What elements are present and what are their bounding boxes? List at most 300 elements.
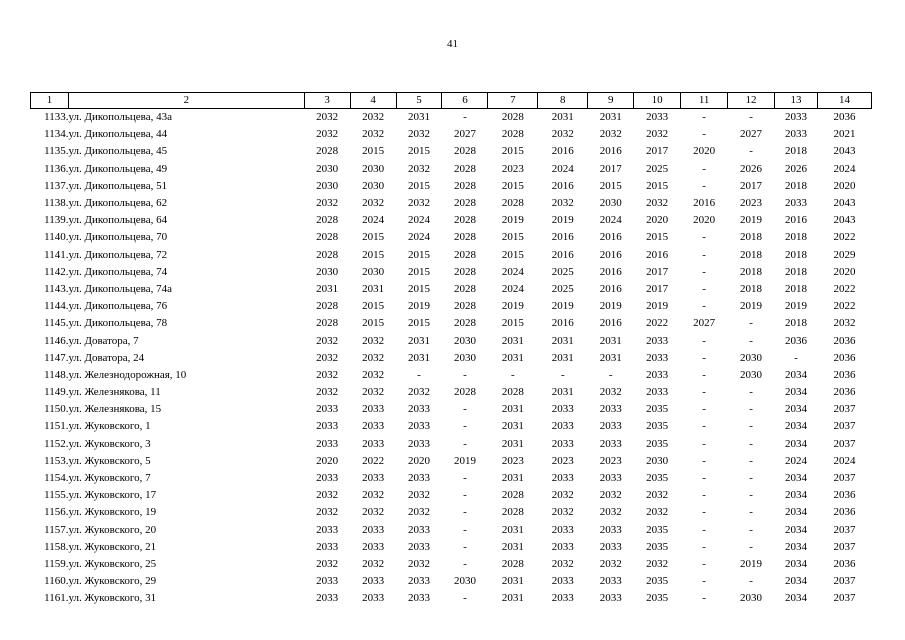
year-cell: 2015 bbox=[362, 231, 385, 244]
year-cell: 2017 bbox=[599, 162, 622, 175]
row-number-cell: 1145. bbox=[44, 317, 69, 330]
table-body bbox=[31, 109, 872, 608]
year-cell: 2032 bbox=[408, 489, 431, 502]
address-cell: ул. Доватора, 24 bbox=[68, 351, 145, 364]
table-row bbox=[31, 470, 872, 487]
year-cell: 2015 bbox=[408, 179, 431, 192]
year-cell: 2024 bbox=[408, 231, 431, 244]
table-row bbox=[31, 332, 872, 349]
year-cell: 2033 bbox=[408, 420, 431, 433]
address-cell: ул. Жуковского, 21 bbox=[68, 540, 157, 553]
year-cell: 2022 bbox=[833, 300, 856, 313]
row-number-cell: 1146. bbox=[44, 334, 69, 347]
column-header: 13 bbox=[775, 93, 818, 109]
address-cell: ул. Железнякова, 11 bbox=[68, 386, 161, 399]
year-cell: - bbox=[463, 523, 467, 536]
row-number-cell: 1134. bbox=[44, 128, 69, 141]
column-header: 2 bbox=[68, 93, 304, 109]
year-cell: 2037 bbox=[833, 420, 856, 433]
year-cell: 2030 bbox=[362, 179, 385, 192]
year-cell: 2031 bbox=[501, 334, 524, 347]
year-cell: 2030 bbox=[599, 197, 622, 210]
year-cell: - bbox=[749, 454, 753, 467]
year-cell: - bbox=[749, 403, 753, 416]
year-cell: 2037 bbox=[833, 575, 856, 588]
year-cell: - bbox=[463, 111, 467, 124]
year-cell: 2022 bbox=[646, 317, 669, 330]
year-cell: 2031 bbox=[501, 523, 524, 536]
year-cell: 2032 bbox=[551, 197, 574, 210]
year-cell: - bbox=[463, 592, 467, 605]
year-cell: 2032 bbox=[316, 368, 339, 381]
year-cell: - bbox=[749, 472, 753, 485]
year-cell: 2016 bbox=[693, 197, 716, 210]
year-cell: 2032 bbox=[316, 334, 339, 347]
year-cell: 2031 bbox=[501, 592, 524, 605]
year-cell: 2032 bbox=[551, 557, 574, 570]
year-cell: 2034 bbox=[784, 420, 807, 433]
year-cell: 2027 bbox=[453, 128, 476, 141]
year-cell: - bbox=[463, 437, 467, 450]
year-cell: 2018 bbox=[784, 231, 807, 244]
year-cell: 2033 bbox=[408, 472, 431, 485]
table-row bbox=[31, 573, 872, 590]
year-cell: 2032 bbox=[646, 489, 669, 502]
year-cell: 2031 bbox=[501, 403, 524, 416]
year-cell: 2032 bbox=[362, 197, 385, 210]
year-cell: 2032 bbox=[362, 128, 385, 141]
year-cell: 2028 bbox=[501, 506, 524, 519]
year-cell: 2033 bbox=[316, 437, 339, 450]
year-cell: 2024 bbox=[362, 214, 385, 227]
year-cell: 2022 bbox=[362, 454, 385, 467]
year-cell: 2033 bbox=[551, 472, 574, 485]
year-cell: 2033 bbox=[599, 420, 622, 433]
table-row bbox=[31, 143, 872, 160]
year-cell: 2028 bbox=[501, 489, 524, 502]
year-cell: - bbox=[608, 368, 613, 381]
row-number-cell: 1139. bbox=[44, 214, 69, 227]
year-cell: 2032 bbox=[362, 368, 385, 381]
year-cell: 2033 bbox=[362, 523, 385, 536]
year-cell: 2034 bbox=[784, 472, 807, 485]
row-number-cell: 1157. bbox=[44, 523, 69, 536]
year-cell: 2031 bbox=[501, 351, 524, 364]
year-cell: 2033 bbox=[362, 403, 385, 416]
year-cell: 2015 bbox=[646, 231, 669, 244]
year-cell: 2037 bbox=[833, 523, 856, 536]
year-cell: 2028 bbox=[453, 179, 476, 192]
year-cell: 2033 bbox=[646, 351, 669, 364]
year-cell: 2018 bbox=[784, 248, 807, 261]
year-cell: 2032 bbox=[599, 557, 622, 570]
year-cell: 2032 bbox=[599, 128, 622, 141]
year-cell: 2028 bbox=[453, 248, 476, 261]
year-cell: 2031 bbox=[408, 351, 431, 364]
year-cell: 2028 bbox=[453, 231, 476, 244]
row-number-cell: 1159. bbox=[44, 557, 69, 570]
year-cell: 2023 bbox=[551, 454, 574, 467]
year-cell: 2033 bbox=[551, 437, 574, 450]
year-cell: 2016 bbox=[551, 248, 574, 261]
address-cell: ул. Жуковского, 25 bbox=[68, 557, 157, 570]
year-cell: 2037 bbox=[833, 403, 856, 416]
row-number-cell: 1147. bbox=[44, 351, 69, 364]
year-cell: - bbox=[463, 557, 467, 570]
year-cell: 2033 bbox=[408, 523, 431, 536]
register-table bbox=[30, 92, 872, 607]
year-cell: - bbox=[702, 557, 706, 570]
year-cell: 2032 bbox=[646, 506, 669, 519]
year-cell: 2015 bbox=[408, 145, 431, 158]
table-row bbox=[31, 264, 872, 281]
year-cell: 2033 bbox=[551, 420, 574, 433]
year-cell: - bbox=[702, 282, 706, 295]
table-row bbox=[31, 487, 872, 504]
year-cell: 2025 bbox=[646, 162, 669, 175]
year-cell: 2033 bbox=[599, 472, 622, 485]
year-cell: 2028 bbox=[453, 317, 476, 330]
year-cell: - bbox=[749, 575, 753, 588]
year-cell: 2028 bbox=[316, 300, 339, 313]
year-cell: 2015 bbox=[408, 282, 431, 295]
year-cell: 2033 bbox=[362, 540, 385, 553]
year-cell: 2033 bbox=[362, 472, 385, 485]
year-cell: 2028 bbox=[501, 111, 524, 124]
year-cell: 2032 bbox=[316, 351, 339, 364]
year-cell: 2033 bbox=[551, 523, 574, 536]
year-cell: 2024 bbox=[784, 454, 807, 467]
year-cell: 2017 bbox=[646, 145, 669, 158]
address-cell: ул. Дикопольцева, 70 bbox=[68, 231, 168, 244]
year-cell: 2034 bbox=[784, 489, 807, 502]
year-cell: 2031 bbox=[408, 334, 431, 347]
column-header: 3 bbox=[304, 93, 350, 109]
year-cell: 2024 bbox=[551, 162, 574, 175]
column-header: 7 bbox=[488, 93, 538, 109]
table-row bbox=[31, 212, 872, 229]
row-number-cell: 1133. bbox=[44, 111, 69, 124]
year-cell: 2018 bbox=[784, 282, 807, 295]
address-cell: ул. Дикопольцева, 49 bbox=[68, 162, 168, 175]
row-number-cell: 1156. bbox=[44, 506, 69, 519]
year-cell: - bbox=[702, 489, 706, 502]
year-cell: 2027 bbox=[693, 317, 716, 330]
year-cell: 2036 bbox=[833, 351, 856, 364]
year-cell: 2028 bbox=[501, 128, 524, 141]
year-cell: 2032 bbox=[362, 351, 385, 364]
year-cell: 2033 bbox=[646, 386, 669, 399]
column-header: 8 bbox=[538, 93, 588, 109]
year-cell: 2016 bbox=[599, 282, 622, 295]
table-row bbox=[31, 436, 872, 453]
row-number-cell: 1148. bbox=[44, 368, 69, 381]
row-number-cell: 1136. bbox=[44, 162, 69, 175]
year-cell: 2043 bbox=[833, 214, 856, 227]
year-cell: 2032 bbox=[362, 506, 385, 519]
address-cell: ул. Доватора, 7 bbox=[68, 334, 139, 347]
year-cell: 2032 bbox=[408, 506, 431, 519]
row-number-cell: 1140. bbox=[44, 231, 69, 244]
year-cell: 2033 bbox=[784, 197, 807, 210]
column-header: 6 bbox=[442, 93, 488, 109]
year-cell: 2020 bbox=[646, 214, 669, 227]
year-cell: 2036 bbox=[833, 111, 856, 124]
year-cell: 2034 bbox=[784, 386, 807, 399]
year-cell: - bbox=[702, 111, 706, 124]
year-cell: - bbox=[702, 179, 706, 192]
year-cell: 2033 bbox=[316, 540, 339, 553]
year-cell: 2030 bbox=[316, 162, 339, 175]
year-cell: 2015 bbox=[362, 317, 385, 330]
year-cell: 2028 bbox=[453, 282, 476, 295]
column-header: 9 bbox=[588, 93, 634, 109]
year-cell: 2032 bbox=[551, 128, 574, 141]
year-cell: - bbox=[702, 575, 706, 588]
year-cell: - bbox=[749, 540, 753, 553]
year-cell: 2034 bbox=[784, 575, 807, 588]
year-cell: 2019 bbox=[599, 300, 622, 313]
year-cell: 2017 bbox=[740, 179, 763, 192]
year-cell: - bbox=[702, 128, 706, 141]
address-cell: ул. Дикопольцева, 51 bbox=[68, 179, 168, 192]
year-cell: 2032 bbox=[646, 128, 669, 141]
year-cell: 2033 bbox=[646, 368, 669, 381]
year-cell: 2023 bbox=[501, 454, 524, 467]
column-header: 11 bbox=[681, 93, 728, 109]
year-cell: - bbox=[749, 111, 753, 124]
year-cell: 2033 bbox=[551, 403, 574, 416]
year-cell: 2028 bbox=[316, 145, 339, 158]
year-cell: 2037 bbox=[833, 540, 856, 553]
year-cell: 2018 bbox=[740, 231, 763, 244]
year-cell: 2036 bbox=[784, 334, 807, 347]
year-cell: 2031 bbox=[501, 472, 524, 485]
year-cell: 2015 bbox=[362, 300, 385, 313]
year-cell: - bbox=[463, 540, 467, 553]
table-row bbox=[31, 178, 872, 195]
year-cell: 2032 bbox=[833, 317, 856, 330]
table-row bbox=[31, 504, 872, 521]
row-number-cell: 1155. bbox=[44, 489, 69, 502]
year-cell: 2035 bbox=[646, 523, 669, 536]
year-cell: 2020 bbox=[408, 454, 431, 467]
year-cell: 2033 bbox=[551, 575, 574, 588]
table-row bbox=[31, 539, 872, 556]
column-header: 1 bbox=[31, 93, 69, 109]
row-number-cell: 1135. bbox=[44, 145, 69, 158]
address-cell: ул. Жуковского, 20 bbox=[68, 523, 157, 536]
year-cell: 2019 bbox=[501, 214, 524, 227]
year-cell: 2037 bbox=[833, 437, 856, 450]
year-cell: 2043 bbox=[833, 145, 856, 158]
year-cell: - bbox=[794, 351, 798, 364]
year-cell: 2016 bbox=[599, 145, 622, 158]
year-cell: - bbox=[749, 506, 753, 519]
year-cell: 2032 bbox=[316, 197, 339, 210]
year-cell: 2028 bbox=[453, 162, 476, 175]
year-cell: 2020 bbox=[316, 454, 339, 467]
year-cell: 2043 bbox=[833, 197, 856, 210]
table-row bbox=[31, 401, 872, 418]
year-cell: 2018 bbox=[784, 179, 807, 192]
year-cell: 2033 bbox=[408, 575, 431, 588]
year-cell: 2018 bbox=[740, 282, 763, 295]
year-cell: - bbox=[749, 489, 753, 502]
year-cell: 2026 bbox=[784, 162, 807, 175]
year-cell: 2033 bbox=[408, 437, 431, 450]
year-cell: 2031 bbox=[599, 351, 622, 364]
year-cell: 2035 bbox=[646, 540, 669, 553]
year-cell: 2019 bbox=[551, 214, 574, 227]
year-cell: 2019 bbox=[501, 300, 524, 313]
column-header: 5 bbox=[396, 93, 442, 109]
year-cell: - bbox=[702, 248, 706, 261]
year-cell: 2016 bbox=[646, 248, 669, 261]
address-cell: ул. Дикопольцева, 62 bbox=[68, 197, 168, 210]
table-row bbox=[31, 453, 872, 470]
row-number-cell: 1160. bbox=[44, 575, 69, 588]
year-cell: 2032 bbox=[408, 386, 431, 399]
year-cell: 2032 bbox=[408, 128, 431, 141]
address-cell: ул. Дикопольцева, 45 bbox=[68, 145, 168, 158]
year-cell: 2029 bbox=[833, 248, 856, 261]
table-row bbox=[31, 315, 872, 332]
year-cell: 2028 bbox=[316, 248, 339, 261]
year-cell: - bbox=[749, 420, 753, 433]
year-cell: - bbox=[749, 145, 753, 158]
year-cell: - bbox=[702, 403, 706, 416]
address-cell: ул. Дикопольцева, 43а bbox=[68, 111, 172, 124]
address-cell: ул. Жуковского, 5 bbox=[68, 454, 151, 467]
year-cell: 2033 bbox=[408, 592, 431, 605]
year-cell: 2033 bbox=[316, 575, 339, 588]
year-cell: 2028 bbox=[453, 300, 476, 313]
year-cell: 2033 bbox=[408, 403, 431, 416]
year-cell: 2025 bbox=[551, 265, 574, 278]
year-cell: 2032 bbox=[408, 162, 431, 175]
year-cell: 2016 bbox=[551, 231, 574, 244]
address-cell: ул. Дикопольцева, 74а bbox=[68, 282, 172, 295]
year-cell: - bbox=[702, 592, 706, 605]
year-cell: 2016 bbox=[599, 231, 622, 244]
year-cell: 2032 bbox=[316, 386, 339, 399]
year-cell: 2030 bbox=[740, 368, 763, 381]
year-cell: - bbox=[463, 506, 467, 519]
year-cell: - bbox=[702, 420, 706, 433]
year-cell: 2023 bbox=[501, 162, 524, 175]
address-cell: ул. Дикопольцева, 76 bbox=[68, 300, 168, 313]
year-cell: - bbox=[702, 540, 706, 553]
year-cell: 2033 bbox=[784, 128, 807, 141]
year-cell: 2032 bbox=[646, 557, 669, 570]
year-cell: 2034 bbox=[784, 506, 807, 519]
year-cell: 2028 bbox=[453, 386, 476, 399]
year-cell: - bbox=[702, 523, 706, 536]
table-row bbox=[31, 350, 872, 367]
row-number-cell: 1152. bbox=[44, 437, 69, 450]
year-cell: 2015 bbox=[646, 179, 669, 192]
year-cell: 2034 bbox=[784, 540, 807, 553]
year-cell: 2031 bbox=[551, 334, 574, 347]
year-cell: 2015 bbox=[408, 248, 431, 261]
year-cell: 2033 bbox=[599, 575, 622, 588]
year-cell: - bbox=[560, 368, 565, 381]
address-cell: ул. Дикопольцева, 44 bbox=[68, 128, 168, 141]
page-number: 41 bbox=[447, 38, 458, 50]
year-cell: - bbox=[749, 317, 753, 330]
year-cell: 2033 bbox=[362, 420, 385, 433]
year-cell: 2024 bbox=[833, 162, 856, 175]
year-cell: 2028 bbox=[316, 317, 339, 330]
table-row bbox=[31, 556, 872, 573]
year-cell: 2019 bbox=[551, 300, 574, 313]
row-number-cell: 1138. bbox=[44, 197, 69, 210]
year-cell: 2028 bbox=[316, 214, 339, 227]
year-cell: 2018 bbox=[740, 265, 763, 278]
address-cell: ул. Жуковского, 31 bbox=[68, 592, 157, 605]
address-cell: ул. Жуковского, 7 bbox=[68, 472, 151, 485]
year-cell: - bbox=[417, 368, 421, 381]
year-cell: 2015 bbox=[362, 145, 385, 158]
year-cell: 2032 bbox=[362, 557, 385, 570]
year-cell: 2035 bbox=[646, 437, 669, 450]
year-cell: 2035 bbox=[646, 472, 669, 485]
year-cell: 2015 bbox=[599, 179, 622, 192]
year-cell: 2023 bbox=[599, 454, 622, 467]
year-cell: 2015 bbox=[501, 248, 524, 261]
year-cell: 2025 bbox=[551, 282, 574, 295]
year-cell: 2031 bbox=[501, 575, 524, 588]
year-cell: 2018 bbox=[784, 265, 807, 278]
year-cell: 2031 bbox=[551, 386, 574, 399]
table-row bbox=[31, 109, 872, 127]
year-cell: 2031 bbox=[551, 111, 574, 124]
year-cell: 2033 bbox=[316, 592, 339, 605]
year-cell: 2031 bbox=[501, 540, 524, 553]
year-cell: 2033 bbox=[599, 523, 622, 536]
column-header: 12 bbox=[728, 93, 775, 109]
year-cell: 2024 bbox=[408, 214, 431, 227]
year-cell: 2033 bbox=[599, 437, 622, 450]
year-cell: 2015 bbox=[501, 179, 524, 192]
year-cell: 2023 bbox=[740, 197, 763, 210]
year-cell: 2016 bbox=[599, 265, 622, 278]
year-cell: 2034 bbox=[784, 437, 807, 450]
year-cell: 2019 bbox=[784, 300, 807, 313]
year-cell: 2016 bbox=[551, 317, 574, 330]
address-cell: ул. Дикопольцева, 72 bbox=[68, 248, 168, 261]
year-cell: 2030 bbox=[740, 592, 763, 605]
year-cell: 2021 bbox=[833, 128, 856, 141]
table-row bbox=[31, 126, 872, 143]
row-number-cell: 1158. bbox=[44, 540, 69, 553]
year-cell: 2030 bbox=[740, 351, 763, 364]
column-header: 14 bbox=[817, 93, 871, 109]
year-cell: 2031 bbox=[599, 334, 622, 347]
address-cell: ул. Дикопольцева, 74 bbox=[68, 265, 168, 278]
year-cell: 2024 bbox=[501, 282, 524, 295]
table-row bbox=[31, 229, 872, 246]
year-cell: 2019 bbox=[740, 214, 763, 227]
table-row bbox=[31, 522, 872, 539]
row-number-cell: 1154. bbox=[44, 472, 69, 485]
year-cell: 2032 bbox=[599, 489, 622, 502]
year-cell: - bbox=[463, 403, 467, 416]
year-cell: 2033 bbox=[316, 523, 339, 536]
year-cell: 2018 bbox=[740, 248, 763, 261]
year-cell: 2024 bbox=[501, 265, 524, 278]
